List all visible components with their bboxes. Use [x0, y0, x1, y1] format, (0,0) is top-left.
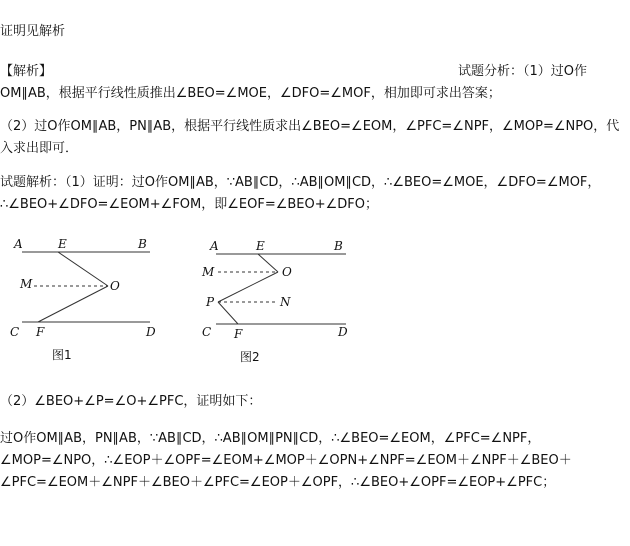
label-f: F — [234, 327, 243, 341]
label-c: C — [202, 325, 212, 339]
solution-part2-summary: （2）过O作OM∥AB，PN∥AB，根据平行线性质求出∠BEO=∠EOM，∠PFC=∠NPF，∠MOP=∠NPO，代入求出即可． — [0, 119, 620, 156]
segment-op — [218, 272, 278, 302]
label-m: M — [202, 265, 215, 279]
analysis-line-2: OM∥AB，根据平行线性质推出∠BEO=∠MOE，∠DFO=∠MOF，相加即可求出答案； — [0, 86, 501, 101]
label-p: P — [206, 295, 215, 309]
label-b: B — [138, 237, 147, 251]
label-n: N — [280, 295, 291, 309]
analysis-tag: 【解析】 — [0, 64, 53, 79]
figure-2-caption: 图2 — [240, 350, 260, 364]
segment-eo — [258, 254, 278, 272]
label-e: E — [58, 237, 67, 251]
proof-part1: 试题解析：（1）证明：过O作OM∥AB，∵AB∥CD，∴AB∥OM∥CD，∴∠BEO=∠MOE，∠DFO=∠MOF，∴∠BEO+∠DFO=∠EOM+∠FOM，即∠EOF=∠BEO+∠DFO； — [0, 175, 601, 212]
figure-1 — [0, 232, 170, 342]
label-c: C — [10, 325, 20, 339]
label-o: O — [282, 265, 292, 279]
label-f: F — [36, 325, 45, 339]
proof-part2: 过O作OM∥AB，PN∥AB，∵AB∥CD，∴AB∥OM∥PN∥CD，∴∠BEO=∠EOM，∠PFC=∠NPF，∠MOP=∠NPO，∴∠EOP＋∠OPF=∠EOM+∠MOP＋∠OPN+∠NPF=∠EOM＋∠NPF＋∠BEO＋∠PFC=∠EOM＋∠NPF＋∠BEO＋∠PFC=∠EOP＋∠OPF，∴∠BEO+∠OPF=∠EOP+∠PFC； — [0, 431, 572, 490]
proof-part2-claim: （2）∠BEO+∠P=∠O+∠PFC，证明如下： — [0, 394, 262, 409]
label-m: M — [20, 277, 33, 291]
label-e: E — [256, 239, 265, 253]
analysis-prefix: 试题分析：（1）过O作 — [458, 64, 588, 79]
answer-text: 证明见解析 — [0, 24, 66, 39]
label-a: A — [14, 237, 23, 251]
segment-pf — [218, 302, 238, 324]
label-o: O — [110, 279, 120, 293]
segment-eo — [58, 252, 108, 286]
label-b: B — [334, 239, 343, 253]
segment-fo — [38, 286, 108, 322]
figure-2 — [198, 236, 358, 348]
label-d: D — [146, 325, 156, 339]
figure-1-caption: 图1 — [52, 348, 72, 362]
label-d: D — [338, 325, 348, 339]
label-a: A — [210, 239, 219, 253]
